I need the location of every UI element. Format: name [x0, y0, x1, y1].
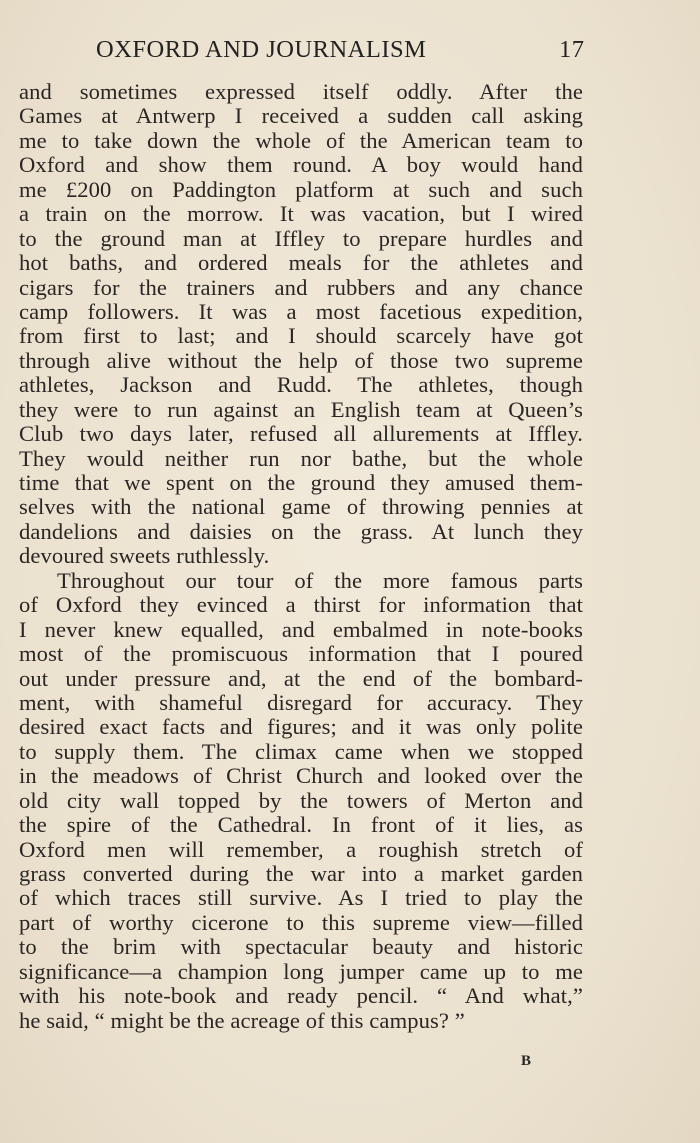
- body-text: [19, 80, 583, 1033]
- text-line: to the ground man at Iffley to prepare hurdles and: [19, 225, 583, 251]
- page-header: [0, 36, 700, 70]
- text-line: out under pressure and, at the end of the bombard-: [19, 665, 583, 691]
- text-line: I never knew equalled, and embalmed in note-books: [19, 616, 583, 642]
- text-line: selves with the national game of throwing pennies at: [19, 494, 583, 520]
- text-line-page-end: he said, “ might be the acreage of this campus? ”: [19, 1007, 465, 1033]
- text-line: to supply them. The climax came when we stopped: [19, 738, 583, 764]
- text-line-paragraph-start: Throughout our tour of the more famous parts: [57, 567, 583, 593]
- text-line: hot baths, and ordered meals for the athletes and: [19, 250, 583, 276]
- text-line-paragraph-end: devoured sweets ruthlessly.: [19, 543, 270, 569]
- text-line: through alive without the help of those two supreme: [19, 347, 583, 373]
- running-head: OXFORD AND JOURNALISM: [96, 36, 427, 63]
- text-line: dandelions and daisies on the grass. At lunch they: [19, 518, 583, 544]
- text-line: a train on the morrow. It was vacation, but I wired: [19, 201, 583, 227]
- text-line: Games at Antwerp I received a sudden call asking: [19, 103, 583, 129]
- text-line: me £200 on Paddington platform at such and such: [19, 176, 583, 202]
- text-line: significance—a champion long jumper came up to me: [19, 958, 583, 984]
- text-line: Oxford men will remember, a roughish stretch of: [19, 836, 583, 862]
- text-line: and sometimes expressed itself oddly. After the: [19, 79, 583, 104]
- text-line: to the brim with spectacular beauty and historic: [19, 934, 583, 960]
- text-line: in the meadows of Christ Church and looked over the: [19, 763, 583, 789]
- text-line: with his note-book and ready pencil. “ And what,”: [19, 983, 583, 1009]
- text-line: camp followers. It was a most facetious expedition,: [19, 298, 583, 324]
- text-line: most of the promiscuous information that I poured: [19, 641, 583, 667]
- text-line: grass converted during the war into a market garden: [19, 861, 583, 886]
- text-line: Oxford and show them round. A boy would hand: [19, 152, 583, 178]
- text-line: the spire of the Cathedral. In front of it lies, as: [19, 812, 583, 838]
- text-line: They would neither run nor bathe, but the whole: [19, 445, 583, 471]
- signature-mark: B: [521, 1053, 532, 1069]
- text-line: athletes, Jackson and Rudd. The athletes, though: [19, 372, 583, 398]
- text-line: they were to run against an English team at Queen’s: [19, 396, 583, 422]
- page-number: 17: [559, 36, 585, 63]
- text-line: old city wall topped by the towers of Merton and: [19, 787, 583, 813]
- text-line: from first to last; and I should scarcely have got: [19, 323, 583, 349]
- text-line: of which traces still survive. As I tried to play the: [19, 885, 583, 911]
- text-line: desired exact facts and figures; and it was only polite: [19, 714, 583, 740]
- text-line: cigars for the trainers and rubbers and any chance: [19, 274, 583, 300]
- text-line: me to take down the whole of the American team to: [19, 127, 583, 153]
- text-line: part of worthy cicerone to this supreme view—filled: [19, 909, 583, 935]
- text-line: ment, with shameful disregard for accuracy. They: [19, 689, 583, 715]
- text-line: time that we spent on the ground they amused them-: [19, 470, 583, 495]
- text-line: of Oxford they evinced a thirst for information that: [19, 592, 583, 618]
- text-line: Club two days later, refused all allurements at Iffley.: [19, 421, 583, 447]
